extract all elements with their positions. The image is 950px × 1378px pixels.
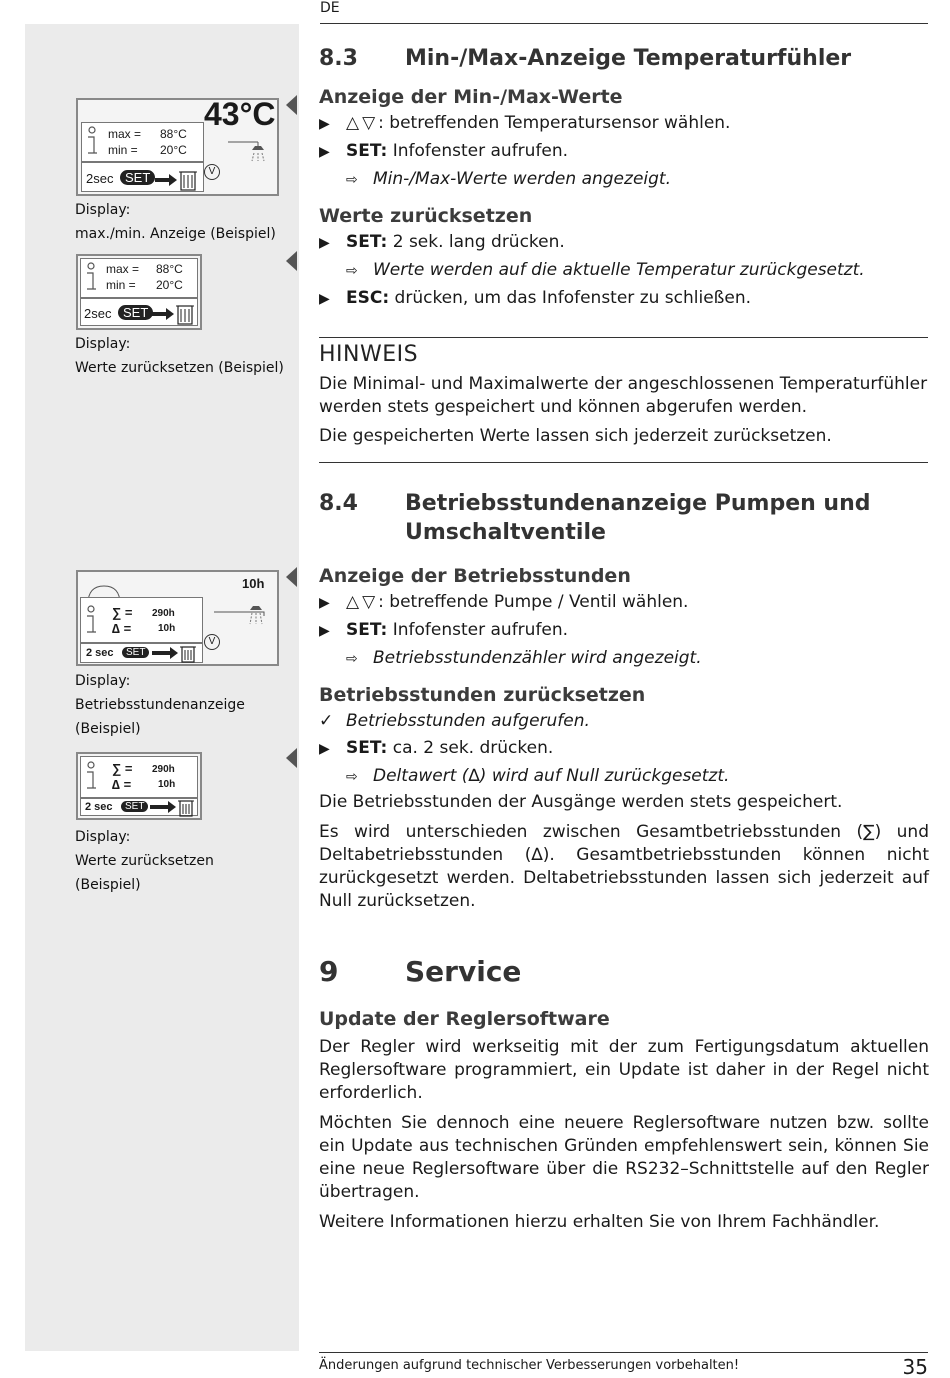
step: ▶ △▽: betreffende Pumpe / Ventil wählen. [319, 592, 689, 612]
subheading: Anzeige der Betriebsstunden [319, 565, 631, 587]
step: ▶ ESC: drücken, um das Infofenster zu schließen. [319, 288, 752, 308]
shower-icon [246, 604, 266, 628]
delta-label: ∆ = [112, 777, 132, 792]
caption-reset: Display: Werte zurücksetzen (Beispiel) [75, 336, 284, 376]
section-9 [319, 955, 929, 1234]
delta-label: ∆ = [112, 621, 132, 636]
hint-title: HINWEIS [319, 342, 419, 367]
section-title: 8.4 Betriebsstundenanzeige Pumpen und Umschaltventile [319, 491, 871, 545]
result: ⇨ Betriebsstundenzähler wird angezeigt. [346, 648, 702, 668]
subheading: Betriebsstunden zurücksetzen [319, 684, 646, 706]
hold-duration: 2 sec [85, 801, 113, 813]
result: ⇨ Deltawert (∆) wird auf Null zurückgesetzt. [346, 766, 730, 786]
min-value: 20°C [160, 143, 187, 157]
caption-hours: Display: Betriebsstundenanzeige (Beispiel) [75, 673, 245, 737]
delta-value: 10h [158, 779, 176, 790]
step: ▶ SET: Infofenster aufrufen. [319, 141, 569, 161]
delta-value: 10h [158, 623, 176, 634]
caption-minmax: Display: max./min. Anzeige (Beispiel) [75, 202, 276, 242]
language-tag: DE [320, 0, 340, 16]
section-8-4 [319, 489, 929, 913]
step: ▶ △▽: betreffenden Temperatursensor wählen. [319, 113, 731, 133]
max-label: max = [108, 127, 142, 141]
valve-icon: V [204, 164, 220, 180]
temperature-readout: 43°C [204, 96, 276, 132]
display-reset [76, 254, 202, 330]
min-label: min = [106, 278, 136, 292]
hold-duration: 2sec [84, 306, 112, 321]
subheading: Anzeige der Min-/Max-Werte [319, 86, 623, 108]
set-key-icon: SET [121, 801, 148, 812]
caption-hours-reset: Display: Werte zurücksetzen (Beispiel) [75, 829, 214, 893]
delete-arrow-icon [155, 168, 199, 192]
subheading: Werte zurücksetzen [319, 205, 533, 227]
result: ⇨ Min-/Max-Werte werden angezeigt. [346, 169, 671, 189]
sum-value: 290h [152, 764, 175, 775]
info-icon [83, 604, 99, 636]
footer-note: Änderungen aufgrund technischer Verbesserungen vorbehalten! [319, 1358, 740, 1373]
hint-rule-bottom [319, 462, 928, 463]
hold-duration: 2 sec [86, 647, 114, 659]
valve-icon: V [204, 634, 220, 650]
info-icon [83, 760, 99, 792]
max-value: 88°C [160, 127, 187, 141]
display-minmax [76, 98, 279, 196]
hint-text: Die gespeicherten Werte lassen sich jederzeit zurücksetzen. [319, 426, 832, 446]
marker-arrow [286, 251, 297, 271]
body-text: Der Regler wird werkseitig mit der zum Fertigungsdatum aktuellen Reglersoftware programmiert, ein Update ist daher in der Regel nicht erforderlich. [319, 1037, 929, 1103]
min-label: min = [108, 143, 138, 157]
max-label: max = [106, 262, 140, 276]
footer-rule [319, 1352, 928, 1353]
top-rule [320, 23, 928, 24]
marker-arrow [286, 567, 297, 587]
info-icon [84, 125, 100, 157]
delete-arrow-icon [150, 798, 196, 818]
step: ▶ SET: ca. 2 sek. drücken. [319, 738, 554, 758]
section-title: 9 Service [319, 955, 522, 988]
section-8-3 [319, 46, 929, 313]
section-title: 8.3 Min-/Max-Anzeige Temperaturfühler [319, 46, 852, 71]
display-hours [76, 570, 279, 666]
body-text: Möchten Sie dennoch eine neuere Reglersoftware nutzen bzw. sollte ein Update aus technischen Gründen empfehlenswert sein, können Sie eine neue Reglersoftware über die RS232–Schnittstelle auf den Regler übertragen. [319, 1113, 929, 1202]
sum-label: ∑ = [112, 761, 133, 776]
page-number: 35 [902, 1355, 928, 1378]
shower-icon [228, 132, 276, 162]
max-value: 88°C [156, 262, 183, 276]
step: ▶ SET: Infofenster aufrufen. [319, 620, 569, 640]
body-text: Weitere Informationen hierzu erhalten Sie von Ihrem Fachhändler. [319, 1212, 880, 1232]
body-text: Es wird unterschieden zwischen Gesamtbetriebsstunden (∑) und Deltabetriebsstunden (∆). Gesamtbetriebsstunden können nicht zurückgesetzt werden. Deltabetriebsstunden lassen sich jederzeit auf Null zurücksetzen. [319, 822, 929, 911]
sum-value: 290h [152, 608, 175, 619]
delete-arrow-icon [152, 302, 196, 326]
set-key-icon: SET [118, 305, 153, 320]
subheading: Update der Reglersoftware [319, 1008, 610, 1030]
hint-text: Die Minimal- und Maximalwerte der angeschlossenen Temperaturfühler werden stets gespeichert und können abgerufen werden. [319, 374, 928, 417]
step: ▶ SET: 2 sek. lang drücken. [319, 232, 565, 252]
display-hours-reset [76, 752, 202, 820]
marker-arrow [286, 748, 297, 768]
marker-arrow [286, 95, 297, 115]
min-value: 20°C [156, 278, 183, 292]
set-key-icon: SET [120, 170, 155, 185]
result: ⇨ Werte werden auf die aktuelle Temperatur zurückgesetzt. [346, 260, 865, 280]
hint-box [319, 342, 929, 448]
hours-readout: 10h [242, 576, 265, 591]
hint-rule-top [319, 337, 928, 338]
delete-arrow-icon [152, 644, 198, 664]
sum-label: ∑ = [112, 605, 133, 620]
info-icon [83, 261, 99, 293]
body-text: Die Betriebsstunden der Ausgänge werden stets gespeichert. [319, 792, 843, 812]
precondition: ✓ Betriebsstunden aufgerufen. [319, 711, 590, 731]
set-key-icon: SET [122, 647, 149, 658]
hold-duration: 2sec [86, 171, 114, 186]
